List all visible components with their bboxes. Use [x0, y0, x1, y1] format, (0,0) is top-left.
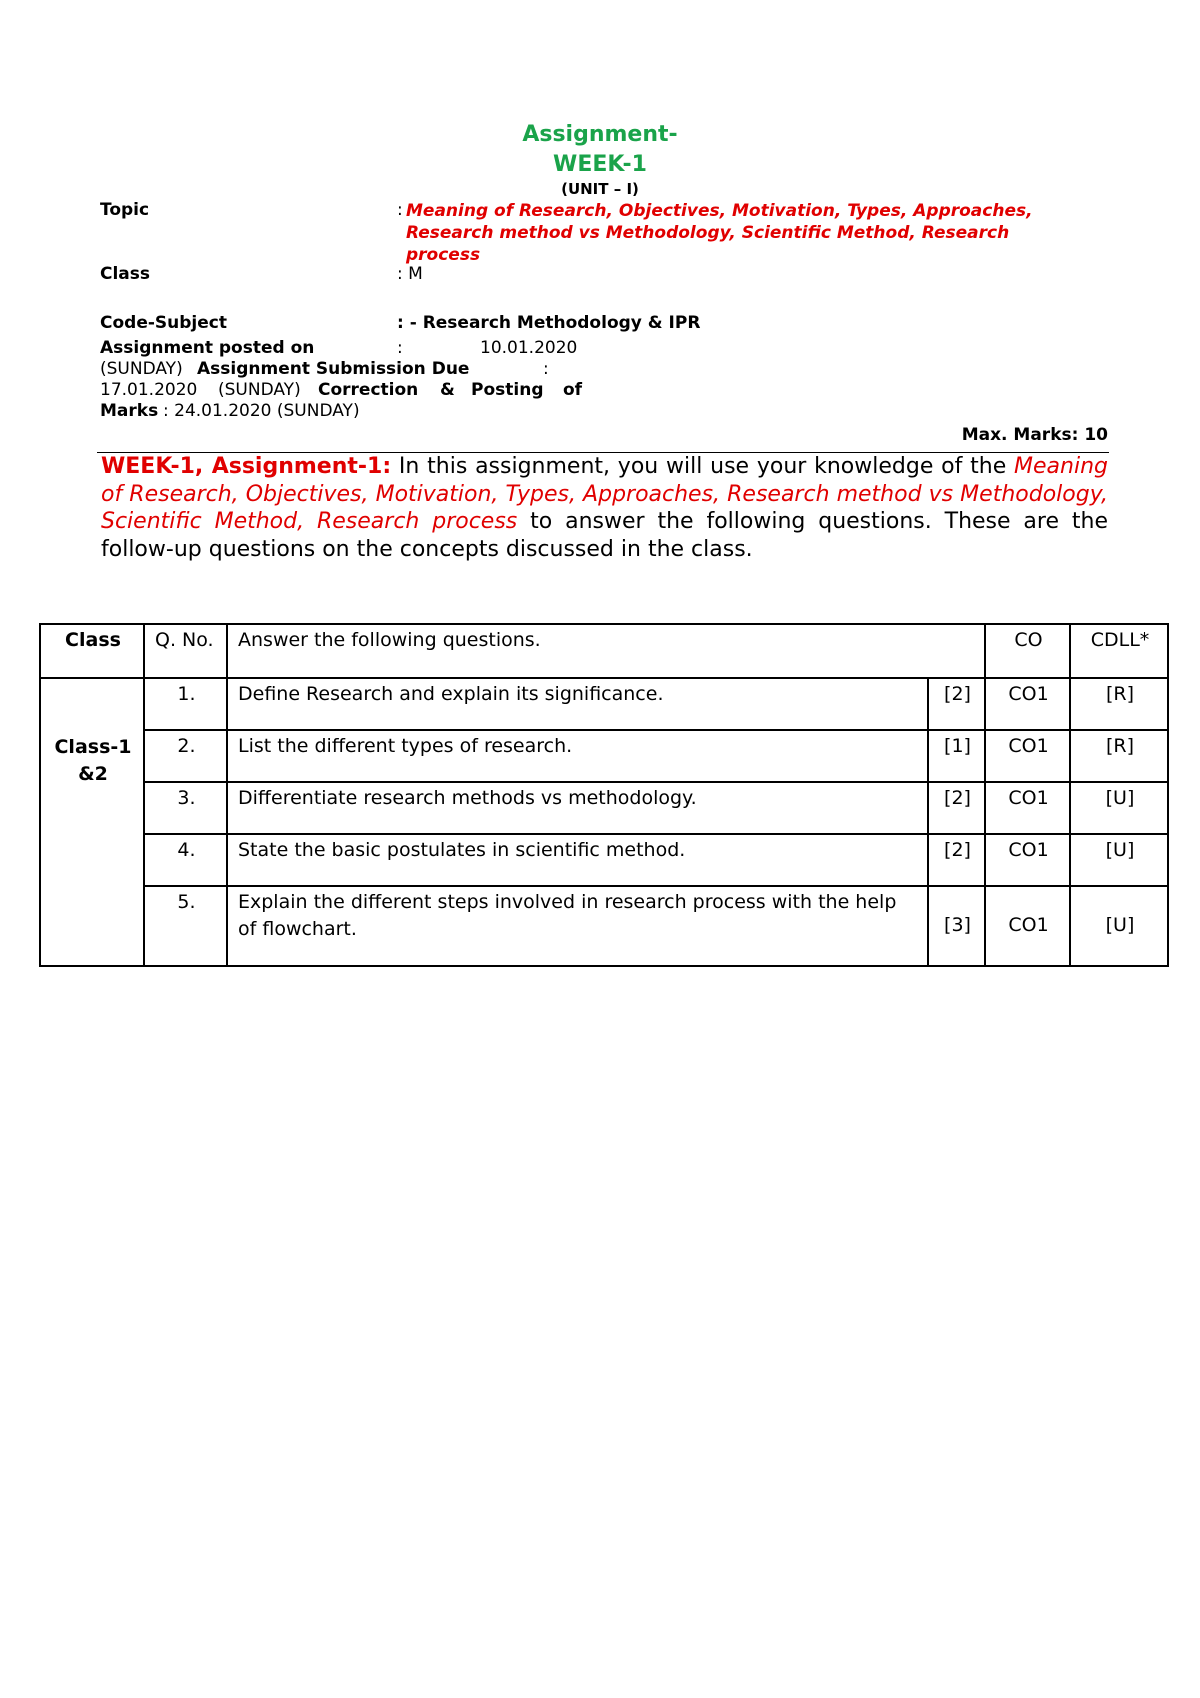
marks-date: : 24.01.2020 (SUNDAY) [163, 401, 360, 421]
class-label: Class [100, 264, 151, 284]
question-co: CO1 [985, 886, 1070, 966]
intro-text-before: In this assignment, you will use your knowledge of the [391, 454, 1015, 479]
due-separator: : [543, 359, 549, 379]
question-co: CO1 [985, 834, 1070, 886]
header-cdll: CDLL* [1070, 624, 1168, 678]
question-number: 4. [144, 834, 227, 886]
question-cdll: [U] [1070, 782, 1168, 834]
question-number: 3. [144, 782, 227, 834]
question-co: CO1 [985, 782, 1070, 834]
posted-separator: : [397, 338, 403, 358]
header-co: CO [985, 624, 1070, 678]
question-co: CO1 [985, 678, 1070, 730]
class-value: : M [397, 264, 423, 284]
question-marks: [3] [928, 886, 985, 966]
question-cdll: [U] [1070, 834, 1168, 886]
question-marks: [2] [928, 834, 985, 886]
due-date: 17.01.2020 [100, 380, 198, 400]
question-text: List the different types of research. [227, 730, 928, 782]
question-text: State the basic postulates in scientific method. [227, 834, 928, 886]
of-label: of [563, 380, 583, 400]
correction-label: Correction [318, 380, 419, 400]
header-question: Answer the following questions. [227, 624, 985, 678]
question-cdll: [U] [1070, 886, 1168, 966]
posting-label: Posting [471, 380, 544, 400]
question-number: 5. [144, 886, 227, 966]
posted-label: Assignment posted on [100, 338, 315, 358]
header-class: Class [40, 624, 144, 678]
class-cell: Class-1 &2 [40, 678, 144, 966]
due-label: Assignment Submission Due [197, 359, 470, 379]
due-day: (SUNDAY) [218, 380, 301, 400]
intro-heading: WEEK-1, Assignment-1: [101, 454, 392, 479]
question-text: Explain the different steps involved in research process with the help of flowchart. [227, 886, 928, 966]
intro-text-after: to answer the following questions. These are the follow-up questions on the concepts discussed in the class. [101, 509, 1108, 562]
intro-topics: Meaning of Research, Objectives, Motivation, Types, Approaches, Research method vs Methodology, Scientific Method, Research process [101, 454, 1108, 534]
question-text: Differentiate research methods vs methodology. [227, 782, 928, 834]
header-qno: Q. No. [144, 624, 227, 678]
topic-separator: : [397, 200, 403, 220]
table-header-row [40, 624, 1168, 678]
posted-date: 10.01.2020 [480, 338, 578, 358]
posted-day: (SUNDAY) [100, 359, 183, 379]
question-text: Define Research and explain its significance. [227, 678, 928, 730]
questions-table [39, 623, 1169, 967]
code-subject-value: : - Research Methodology & IPR [397, 313, 701, 333]
unit-label: (UNIT – I) [561, 180, 639, 198]
question-number: 1. [144, 678, 227, 730]
topic-label: Topic [100, 200, 150, 220]
assignment-title: Assignment- [522, 122, 678, 147]
question-cdll: [R] [1070, 730, 1168, 782]
max-marks: Max. Marks: 10 [961, 425, 1108, 445]
table-row [40, 730, 1168, 782]
question-co: CO1 [985, 730, 1070, 782]
code-subject-label: Code-Subject [100, 313, 227, 333]
question-number: 2. [144, 730, 227, 782]
question-marks: [1] [928, 730, 985, 782]
correction-ampersand: & [440, 380, 455, 400]
week-title: WEEK-1 [553, 152, 647, 177]
table-row [40, 782, 1168, 834]
question-cdll: [R] [1070, 678, 1168, 730]
question-marks: [2] [928, 782, 985, 834]
table-row [40, 834, 1168, 886]
assignment-intro [101, 453, 1108, 563]
question-marks: [2] [928, 678, 985, 730]
marks-label: Marks [100, 401, 159, 421]
topic-value: Meaning of Research, Objectives, Motivation, Types, Approaches, Research method vs Methodology, Scientific Method, Research process [406, 201, 1033, 265]
table-row [40, 678, 1168, 730]
table-row [40, 886, 1168, 966]
